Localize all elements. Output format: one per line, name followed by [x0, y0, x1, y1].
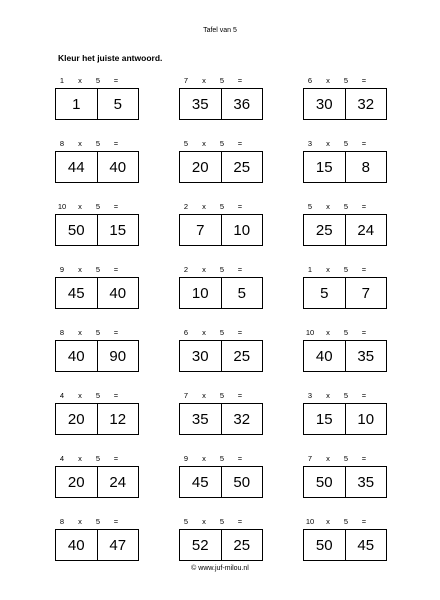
- times-sign: x: [202, 76, 206, 85]
- times-sign: x: [202, 265, 206, 274]
- equation: [303, 391, 387, 401]
- equation-factor: 5: [95, 328, 101, 337]
- equation-factor: 1: [59, 76, 65, 85]
- times-sign: x: [202, 139, 206, 148]
- equation: [303, 517, 387, 527]
- equals-sign: =: [361, 202, 367, 211]
- equation: [55, 202, 139, 212]
- answer-choice[interactable]: 25: [233, 347, 251, 365]
- times-sign: x: [78, 391, 82, 400]
- equation-factor: 10: [305, 517, 315, 526]
- answer-choice[interactable]: 15: [109, 221, 127, 239]
- problem-item: [303, 139, 387, 183]
- equals-sign: =: [113, 139, 119, 148]
- problem-item: [55, 202, 139, 246]
- equation-factor: 5: [343, 517, 349, 526]
- answer-choice[interactable]: 7: [361, 284, 370, 302]
- equation-factor: 4: [59, 391, 65, 400]
- equals-sign: =: [237, 391, 243, 400]
- equation-factor: 6: [183, 328, 189, 337]
- equation: [179, 454, 263, 464]
- equation-factor: 5: [95, 139, 101, 148]
- answer-choice[interactable]: 24: [357, 221, 375, 239]
- times-sign: x: [78, 202, 82, 211]
- answer-choice[interactable]: 1: [56, 89, 98, 119]
- answer-choice[interactable]: 50: [233, 473, 251, 491]
- answer-choice[interactable]: 7: [180, 215, 222, 245]
- problem-item: [55, 517, 139, 561]
- answer-choice[interactable]: 36: [233, 95, 251, 113]
- answer-choice[interactable]: 12: [109, 410, 127, 428]
- problem-item: [303, 454, 387, 498]
- answer-choice[interactable]: 5: [304, 278, 346, 308]
- equation-factor: 7: [307, 454, 313, 463]
- equation: [55, 454, 139, 464]
- answer-choice[interactable]: 10: [180, 278, 222, 308]
- equation-factor: 5: [219, 202, 225, 211]
- problem-item: [179, 454, 263, 498]
- answer-box: [303, 277, 387, 309]
- equals-sign: =: [361, 391, 367, 400]
- problem-item: [303, 265, 387, 309]
- equation: [55, 391, 139, 401]
- answer-box: [179, 529, 263, 561]
- equation: [179, 391, 263, 401]
- equation-factor: 2: [183, 265, 189, 274]
- equals-sign: =: [113, 328, 119, 337]
- equation-factor: 8: [59, 328, 65, 337]
- equation-factor: 3: [307, 391, 313, 400]
- equation: [179, 517, 263, 527]
- problem-item: [179, 391, 263, 435]
- answer-box: [179, 466, 263, 498]
- times-sign: x: [78, 265, 82, 274]
- answer-choice[interactable]: 10: [233, 221, 251, 239]
- footer-copyright: © www.juf-milou.nl: [191, 565, 249, 572]
- answer-choice[interactable]: 40: [304, 341, 346, 371]
- equals-sign: =: [113, 202, 119, 211]
- equation-factor: 4: [59, 454, 65, 463]
- answer-choice[interactable]: 8: [361, 158, 370, 176]
- equals-sign: =: [361, 139, 367, 148]
- equals-sign: =: [361, 76, 367, 85]
- equation: [179, 328, 263, 338]
- equation-factor: 5: [95, 202, 101, 211]
- answer-choice[interactable]: 44: [56, 152, 98, 182]
- equation: [179, 202, 263, 212]
- equation-factor: 5: [219, 454, 225, 463]
- times-sign: x: [202, 202, 206, 211]
- answer-choice[interactable]: 15: [304, 152, 346, 182]
- problem-item: [55, 265, 139, 309]
- answer-choice[interactable]: 10: [357, 410, 375, 428]
- answer-choice[interactable]: 45: [357, 536, 375, 554]
- equation-factor: 5: [95, 454, 101, 463]
- times-sign: x: [326, 328, 330, 337]
- equation-factor: 5: [219, 517, 225, 526]
- equation-factor: 5: [183, 517, 189, 526]
- equation-factor: 5: [95, 265, 101, 274]
- answer-choice[interactable]: 15: [304, 404, 346, 434]
- equation-factor: 7: [183, 391, 189, 400]
- answer-box: [303, 88, 387, 120]
- equation-factor: 5: [95, 391, 101, 400]
- times-sign: x: [78, 328, 82, 337]
- answer-box: [303, 403, 387, 435]
- equals-sign: =: [113, 454, 119, 463]
- equation: [55, 517, 139, 527]
- problem-item: [303, 391, 387, 435]
- times-sign: x: [78, 517, 82, 526]
- answer-box: [303, 340, 387, 372]
- equals-sign: =: [361, 265, 367, 274]
- answer-choice[interactable]: 40: [56, 530, 98, 560]
- equation-factor: 6: [307, 76, 313, 85]
- equals-sign: =: [237, 454, 243, 463]
- answer-box: [55, 214, 139, 246]
- equation-factor: 5: [183, 139, 189, 148]
- problem-item: [303, 202, 387, 246]
- times-sign: x: [78, 139, 82, 148]
- problem-grid: [55, 76, 390, 561]
- times-sign: x: [202, 391, 206, 400]
- answer-box: [55, 403, 139, 435]
- answer-choice[interactable]: 32: [233, 410, 251, 428]
- equation-factor: 1: [307, 265, 313, 274]
- answer-choice[interactable]: 32: [357, 95, 375, 113]
- equation: [303, 202, 387, 212]
- times-sign: x: [326, 391, 330, 400]
- answer-choice[interactable]: 52: [180, 530, 222, 560]
- answer-choice[interactable]: 47: [109, 536, 127, 554]
- answer-choice[interactable]: 25: [233, 158, 251, 176]
- answer-box: [55, 88, 139, 120]
- answer-box: [55, 151, 139, 183]
- equation-factor: 5: [307, 202, 313, 211]
- equals-sign: =: [113, 391, 119, 400]
- answer-choice[interactable]: 30: [180, 341, 222, 371]
- equation: [179, 139, 263, 149]
- problem-item: [179, 328, 263, 372]
- equals-sign: =: [237, 265, 243, 274]
- equation-factor: 5: [219, 139, 225, 148]
- answer-choice[interactable]: 45: [180, 467, 222, 497]
- answer-box: [179, 214, 263, 246]
- answer-choice[interactable]: 35: [180, 404, 222, 434]
- times-sign: x: [202, 328, 206, 337]
- equation-factor: 5: [343, 265, 349, 274]
- answer-choice[interactable]: 5: [113, 95, 122, 113]
- answer-choice[interactable]: 90: [109, 347, 127, 365]
- answer-choice[interactable]: 24: [109, 473, 127, 491]
- equation-factor: 9: [59, 265, 65, 274]
- equals-sign: =: [361, 328, 367, 337]
- equation-factor: 5: [343, 139, 349, 148]
- equation: [303, 328, 387, 338]
- equation: [55, 139, 139, 149]
- problem-item: [303, 328, 387, 372]
- problem-item: [179, 202, 263, 246]
- equation-factor: 5: [219, 391, 225, 400]
- answer-choice[interactable]: 35: [180, 89, 222, 119]
- answer-choice[interactable]: 40: [56, 341, 98, 371]
- equation: [179, 76, 263, 86]
- answer-box: [55, 529, 139, 561]
- equation-factor: 8: [59, 517, 65, 526]
- instruction-text: Kleur het juiste antwoord.: [58, 53, 163, 63]
- answer-choice[interactable]: 25: [233, 536, 251, 554]
- times-sign: x: [326, 202, 330, 211]
- answer-choice[interactable]: 50: [304, 467, 346, 497]
- times-sign: x: [326, 454, 330, 463]
- problem-item: [55, 76, 139, 120]
- times-sign: x: [202, 517, 206, 526]
- problem-item: [303, 517, 387, 561]
- problem-item: [55, 328, 139, 372]
- equation-factor: 10: [57, 202, 67, 211]
- equals-sign: =: [237, 76, 243, 85]
- equation-factor: 5: [219, 265, 225, 274]
- equation: [179, 265, 263, 275]
- equation: [303, 454, 387, 464]
- times-sign: x: [78, 454, 82, 463]
- equation: [303, 139, 387, 149]
- equation-factor: 5: [219, 76, 225, 85]
- times-sign: x: [326, 265, 330, 274]
- equation-factor: 5: [219, 328, 225, 337]
- answer-choice[interactable]: 20: [180, 152, 222, 182]
- answer-choice[interactable]: 35: [357, 347, 375, 365]
- worksheet-title: Tafel van 5: [203, 27, 237, 34]
- equation-factor: 5: [343, 454, 349, 463]
- equals-sign: =: [113, 76, 119, 85]
- answer-box: [303, 151, 387, 183]
- equation: [303, 265, 387, 275]
- answer-box: [303, 529, 387, 561]
- answer-choice[interactable]: 50: [304, 530, 346, 560]
- problem-item: [179, 76, 263, 120]
- answer-box: [179, 403, 263, 435]
- answer-box: [179, 88, 263, 120]
- answer-box: [303, 466, 387, 498]
- equals-sign: =: [237, 328, 243, 337]
- equation: [55, 265, 139, 275]
- equation-factor: 3: [307, 139, 313, 148]
- equation-factor: 5: [343, 202, 349, 211]
- equation-factor: 9: [183, 454, 189, 463]
- times-sign: x: [326, 517, 330, 526]
- answer-choice[interactable]: 5: [237, 284, 246, 302]
- answer-choice[interactable]: 45: [56, 278, 98, 308]
- answer-box: [55, 466, 139, 498]
- times-sign: x: [202, 454, 206, 463]
- equation-factor: 5: [95, 76, 101, 85]
- equals-sign: =: [113, 517, 119, 526]
- times-sign: x: [78, 76, 82, 85]
- equation-factor: 5: [343, 328, 349, 337]
- equation: [55, 76, 139, 86]
- problem-item: [55, 454, 139, 498]
- times-sign: x: [326, 139, 330, 148]
- problem-item: [179, 265, 263, 309]
- answer-box: [55, 277, 139, 309]
- answer-choice[interactable]: 40: [109, 284, 127, 302]
- equals-sign: =: [237, 517, 243, 526]
- problem-item: [179, 517, 263, 561]
- equation-factor: 10: [305, 328, 315, 337]
- answer-choice[interactable]: 40: [109, 158, 127, 176]
- equation: [55, 328, 139, 338]
- answer-box: [179, 151, 263, 183]
- equation-factor: 5: [343, 76, 349, 85]
- equation-factor: 5: [343, 391, 349, 400]
- problem-item: [55, 391, 139, 435]
- equals-sign: =: [361, 517, 367, 526]
- equation-factor: 8: [59, 139, 65, 148]
- answer-choice[interactable]: 25: [304, 215, 346, 245]
- answer-choice[interactable]: 30: [304, 89, 346, 119]
- equation-factor: 5: [95, 517, 101, 526]
- equals-sign: =: [237, 202, 243, 211]
- answer-box: [179, 277, 263, 309]
- times-sign: x: [326, 76, 330, 85]
- answer-box: [55, 340, 139, 372]
- equation-factor: 7: [183, 76, 189, 85]
- equation: [303, 76, 387, 86]
- answer-box: [303, 214, 387, 246]
- answer-choice[interactable]: 20: [56, 404, 98, 434]
- problem-item: [55, 139, 139, 183]
- equals-sign: =: [361, 454, 367, 463]
- answer-choice[interactable]: 35: [357, 473, 375, 491]
- answer-box: [179, 340, 263, 372]
- answer-choice[interactable]: 20: [56, 467, 98, 497]
- problem-item: [179, 139, 263, 183]
- equals-sign: =: [113, 265, 119, 274]
- problem-item: [303, 76, 387, 120]
- answer-choice[interactable]: 50: [56, 215, 98, 245]
- equals-sign: =: [237, 139, 243, 148]
- equation-factor: 2: [183, 202, 189, 211]
